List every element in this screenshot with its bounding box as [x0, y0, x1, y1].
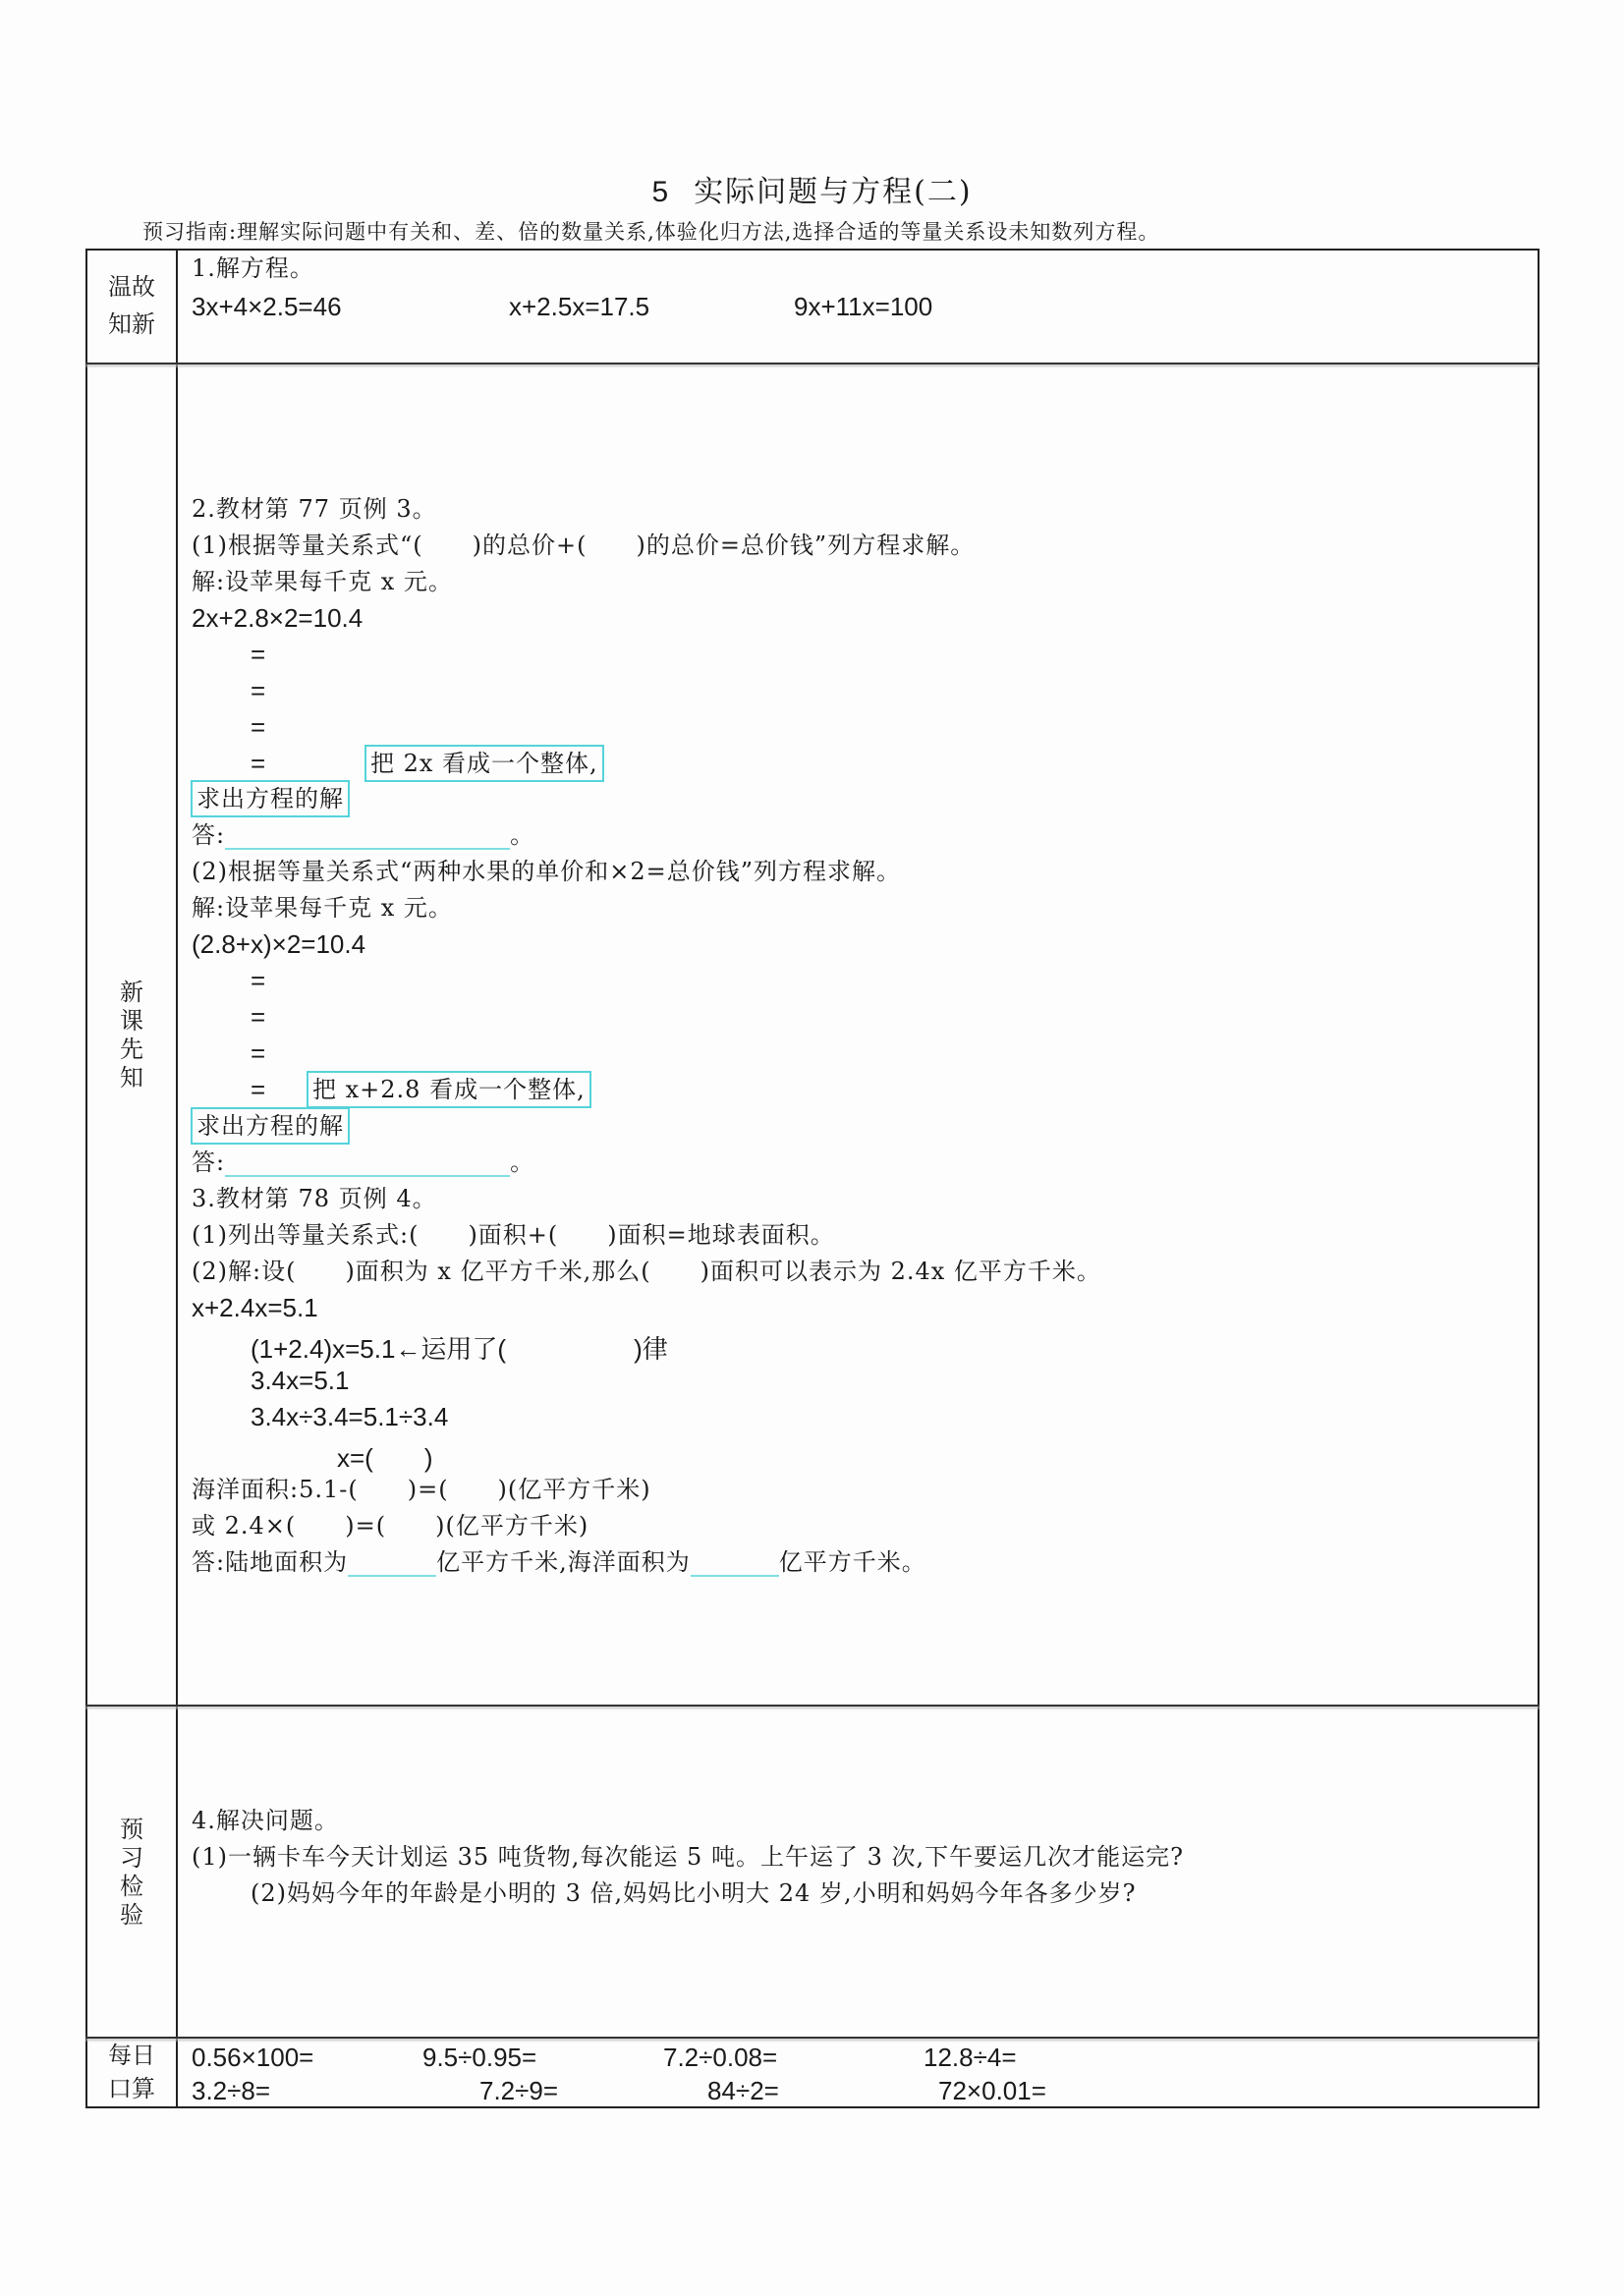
answer-blank[interactable]: [225, 1149, 510, 1177]
q3-ocean-area: 海洋面积:5.1-( )=( )(亿平方千米): [192, 1476, 651, 1503]
equals-step: =: [251, 1038, 266, 1068]
label-line: 口算: [108, 2075, 155, 2102]
q1-title: 1.解方程。: [192, 254, 314, 282]
ocean-area-blank[interactable]: [691, 1549, 779, 1577]
q3-step-5: x=( ): [337, 1443, 433, 1473]
review-equation-1: 3x+4×2.5=46: [192, 292, 342, 321]
equals-step: =: [251, 966, 266, 995]
q2-1-equation: 2x+2.8×2=10.4: [192, 603, 364, 633]
calc-2: 9.5÷0.95=: [422, 2043, 537, 2072]
q2-2-equation: (2.8+x)×2=10.4: [192, 929, 366, 959]
q3-title: 3.教材第 78 页例 4。: [192, 1185, 437, 1212]
label-char: 知: [120, 1064, 143, 1092]
q3-ocean-alt: 或 2.4×( )=( )(亿平方千米): [192, 1512, 589, 1540]
q4-2: (2)妈妈今年的年龄是小明的 3 倍,妈妈比小明大 24 岁,小明和妈妈今年各多少岁?: [251, 1879, 1137, 1907]
calc-8: 72×0.01=: [938, 2076, 1046, 2105]
q3-step-1: x+2.4x=5.1: [192, 1293, 318, 1322]
q3-step-3: 3.4x=5.1: [251, 1366, 350, 1395]
hint-box-line1: 把 x+2.8 看成一个整体,: [307, 1071, 591, 1108]
land-area-blank[interactable]: [348, 1549, 436, 1577]
q2-2-answer: [192, 1148, 534, 1177]
equals-step: =: [251, 749, 266, 778]
label-char: 课: [120, 1007, 143, 1035]
q2-2-prompt: (2)根据等量关系式“两种水果的单价和×2=总价钱”列方程求解。: [192, 858, 902, 885]
q2-title: 2.教材第 77 页例 3。: [192, 495, 437, 523]
q2-2-let: 解:设苹果每千克 x 元。: [192, 894, 453, 922]
label-char: 新: [120, 979, 143, 1006]
label-column-divider: [176, 249, 178, 2108]
row-divider-3: [85, 2037, 1540, 2039]
equals-step: =: [251, 712, 266, 742]
q3-2: (2)解:设( )面积为 x 亿平方千米,那么( )面积可以表示为 2.4x 亿平方千米。: [192, 1258, 1101, 1285]
label-char: 习: [120, 1844, 143, 1872]
title-number: 5: [651, 176, 671, 208]
q3-1: (1)列出等量关系式:( )面积+( )面积=地球表面积。: [192, 1221, 835, 1249]
q2-1-let: 解:设苹果每千克 x 元。: [192, 568, 453, 595]
calc-7: 84÷2=: [707, 2076, 779, 2105]
section-label-new-lesson: [87, 979, 176, 1092]
page-title: [0, 167, 1624, 210]
section-label-daily-calc: [87, 2039, 176, 2105]
answer-prefix: 答:: [192, 1148, 226, 1176]
review-equation-2: x+2.5x=17.5: [509, 292, 650, 321]
label-line: 每日: [108, 2042, 155, 2069]
label-line: 知新: [108, 310, 155, 338]
q4-1: (1)一辆卡车今天计划运 35 吨货物,每次能运 5 吨。上午运了 3 次,下午要运几次才能运完?: [192, 1843, 1184, 1871]
equals-step: =: [251, 640, 266, 669]
row-divider-2: [85, 1705, 1540, 1707]
label-line: 温故: [108, 273, 155, 301]
label-char: 预: [120, 1816, 143, 1843]
answer-land-label: 答:陆地面积为: [192, 1548, 349, 1576]
q3-step-4: 3.4x÷3.4=5.1÷3.4: [251, 1402, 449, 1431]
preview-guide: 预习指南:理解实际问题中有关和、差、倍的数量关系,体验化归方法,选择合适的等量关系设未知数列方程。: [142, 220, 1160, 244]
q2-1-prompt: (1)根据等量关系式“( )的总价+( )的总价=总价钱”列方程求解。: [192, 532, 976, 559]
calc-6: 7.2÷9=: [479, 2076, 559, 2105]
answer-blank[interactable]: [225, 822, 510, 850]
answer-prefix: 答:: [192, 821, 226, 849]
hint-box-line2: 求出方程的解: [191, 780, 350, 817]
hint-box-line1: 把 2x 看成一个整体,: [364, 745, 604, 782]
q3-answer: [192, 1547, 926, 1577]
equals-step: =: [251, 1002, 266, 1032]
q4-title: 4.解决问题。: [192, 1807, 339, 1834]
answer-unit: 亿平方千米。: [778, 1548, 926, 1576]
title-text: 实际问题与方程(二): [694, 175, 973, 209]
q2-1-answer: [192, 820, 534, 850]
calc-3: 7.2÷0.08=: [663, 2043, 778, 2072]
equals-step: =: [251, 1075, 266, 1104]
answer-suffix: 。: [510, 821, 535, 849]
calc-1: 0.56×100=: [192, 2043, 314, 2072]
label-char: 验: [120, 1901, 143, 1929]
answer-ocean-label: 亿平方千米,海洋面积为: [436, 1548, 691, 1576]
label-char: 检: [120, 1873, 143, 1900]
section-label-review: [87, 268, 176, 343]
row-divider-1: [85, 363, 1540, 364]
calc-4: 12.8÷4=: [924, 2043, 1017, 2072]
q3-step-2: (1+2.4)x=5.1←运用了( )律: [251, 1334, 668, 1364]
review-equation-3: 9x+11x=100: [794, 292, 933, 321]
calc-5: 3.2÷8=: [192, 2076, 271, 2105]
answer-suffix: 。: [510, 1148, 535, 1176]
label-char: 先: [120, 1036, 143, 1063]
hint-box-line2: 求出方程的解: [191, 1107, 350, 1145]
equals-step: =: [251, 676, 266, 705]
section-label-preview-check: [87, 1816, 176, 1930]
